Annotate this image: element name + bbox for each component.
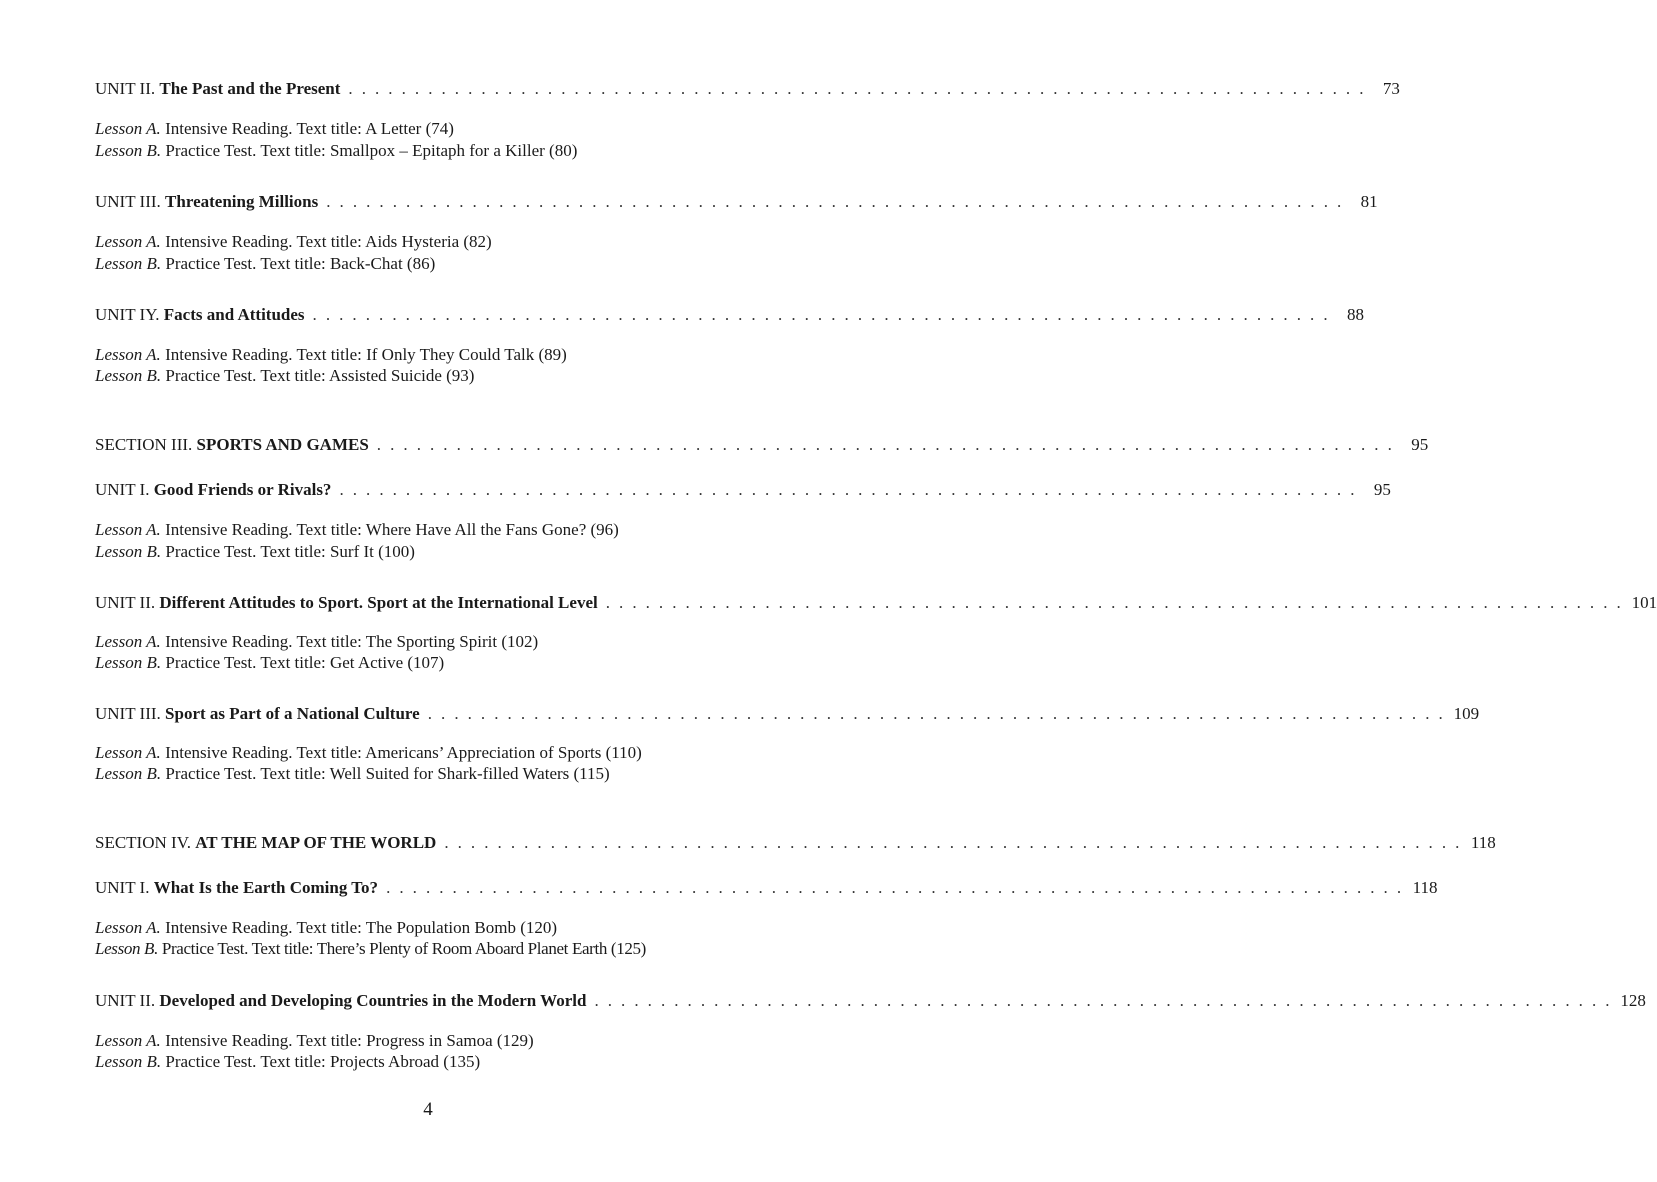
lesson-tag: Lesson A.: [95, 1031, 161, 1050]
lesson-text: Practice Test. Text title: There’s Plenty of Room Aboard Planet Earth (125): [161, 939, 646, 958]
entry-prefix: UNIT I.: [95, 878, 150, 897]
entry-page-number: 118: [1412, 878, 1438, 897]
entry-heading: [95, 305, 305, 325]
dot-leader: . . . . . . . . . . . . . . . . . . . . . . . . . . . . . . . . . . . . . . . . . . . . . . . . . . . . . . . . . . . . . . . . . . . . . . . . . . . . .: [326, 192, 1344, 211]
lesson-tag: Lesson A.: [95, 918, 161, 937]
entry-title: The Past and the Present: [159, 79, 341, 98]
dot-leader: . . . . . . . . . . . . . . . . . . . . . . . . . . . . . . . . . . . . . . . . . . . . . . . . . . . . . . . . . . . . . . . . . . . . . . . . . . . . .: [386, 878, 1404, 897]
lesson-tag: Lesson B.: [95, 939, 158, 958]
entry-page-number: 95: [1373, 480, 1391, 499]
lesson-text: Practice Test. Text title: Surf It (100): [165, 542, 415, 561]
lesson-tag: Lesson B.: [95, 653, 162, 672]
entry-page-number: 128: [1620, 991, 1646, 1010]
dot-leader: . . . . . . . . . . . . . . . . . . . . . . . . . . . . . . . . . . . . . . . . . . . . . . . . . . . . . . . . . . . . . . . . . . . . . . . . . . . . .: [605, 593, 1624, 612]
lesson-tag: Lesson A.: [95, 345, 161, 364]
lesson-tag: Lesson B.: [95, 764, 162, 783]
lesson-line: [95, 542, 775, 562]
lesson-line: [95, 366, 775, 386]
lesson-tag: Lesson B.: [95, 1052, 162, 1071]
entry-title: Developed and Developing Countries in the Modern World: [159, 991, 587, 1010]
lesson-line: [95, 254, 775, 274]
lesson-line: [95, 1052, 775, 1072]
lesson-line: [95, 232, 775, 252]
lesson-text: Intensive Reading. Text title: The Population Bomb (120): [165, 918, 558, 937]
lesson-tag: Lesson A.: [95, 119, 161, 138]
entry-page-number: 101: [1631, 593, 1657, 612]
entry-heading: [95, 480, 331, 500]
entry-heading: [95, 593, 598, 613]
entry-title: What Is the Earth Coming To?: [153, 878, 379, 897]
entry-page-number: 95: [1411, 435, 1429, 454]
toc-entry: [95, 480, 1391, 500]
dot-leader: . . . . . . . . . . . . . . . . . . . . . . . . . . . . . . . . . . . . . . . . . . . . . . . . . . . . . . . . . . . . . . . . . . . . . . . . . . . . .: [339, 480, 1357, 499]
lesson-text: Intensive Reading. Text title: A Letter (74): [165, 119, 454, 138]
lesson-line: [95, 939, 775, 959]
entry-page-number: 109: [1453, 704, 1480, 723]
lesson-tag: Lesson A.: [95, 232, 161, 251]
lesson-text: Practice Test. Text title: Assisted Suicide (93): [165, 366, 475, 385]
lesson-line: [95, 520, 775, 540]
lesson-text: Practice Test. Text title: Projects Abroad (135): [165, 1052, 481, 1071]
lesson-tag: Lesson A.: [95, 632, 161, 651]
entry-prefix: SECTION IV.: [95, 833, 192, 852]
lesson-line: [95, 119, 775, 139]
entry-title: AT THE MAP OF THE WORLD: [195, 833, 437, 852]
toc-entry: [95, 305, 1364, 325]
toc-entry: [95, 79, 1400, 99]
entry-heading: [95, 192, 318, 212]
dot-leader: . . . . . . . . . . . . . . . . . . . . . . . . . . . . . . . . . . . . . . . . . . . . . . . . . . . . . . . . . . . . . . . . . . . . . . . . . . . . .: [348, 79, 1366, 98]
toc-entry: [95, 991, 1646, 1011]
entry-title: SPORTS AND GAMES: [196, 435, 369, 454]
dot-leader: . . . . . . . . . . . . . . . . . . . . . . . . . . . . . . . . . . . . . . . . . . . . . . . . . . . . . . . . . . . . . . . . . . . . . . . . . . . . .: [594, 991, 1612, 1010]
lesson-tag: Lesson A.: [95, 743, 161, 762]
entry-page-number: 88: [1346, 305, 1364, 324]
entry-prefix: UNIT II.: [95, 991, 156, 1010]
lesson-text: Intensive Reading. Text title: Progress in Samoa (129): [165, 1031, 534, 1050]
entry-page-number: 118: [1470, 833, 1496, 852]
lesson-text: Practice Test. Text title: Back-Chat (86): [165, 254, 436, 273]
toc-entry: [95, 878, 1438, 898]
lesson-text: Intensive Reading. Text title: Aids Hysteria (82): [165, 232, 492, 251]
toc-entry: [95, 593, 1657, 613]
toc-section-entry: [95, 833, 1496, 853]
dot-leader: . . . . . . . . . . . . . . . . . . . . . . . . . . . . . . . . . . . . . . . . . . . . . . . . . . . . . . . . . . . . . . . . . . . . . . . . . . . . .: [376, 435, 1395, 454]
toc-entry: [95, 704, 1480, 724]
lesson-line: [95, 918, 775, 938]
entry-title: Different Attitudes to Sport. Sport at the International Level: [159, 593, 598, 612]
entry-title: Facts and Attitudes: [163, 305, 305, 324]
lesson-line: [95, 141, 775, 161]
toc-section-entry: [95, 435, 1429, 455]
lesson-tag: Lesson B.: [95, 366, 162, 385]
lesson-text: Intensive Reading. Text title: If Only They Could Talk (89): [165, 345, 567, 364]
entry-heading: [95, 878, 378, 898]
lesson-line: [95, 345, 775, 365]
entry-heading: [95, 704, 420, 724]
entry-page-number: 73: [1382, 79, 1400, 98]
entry-prefix: UNIT I.: [95, 480, 150, 499]
entry-heading: [95, 991, 586, 1011]
entry-prefix: UNIT III.: [95, 192, 161, 211]
lesson-line: [95, 632, 775, 652]
entry-title: Threatening Millions: [165, 192, 319, 211]
lesson-text: Practice Test. Text title: Smallpox – Epitaph for a Killer (80): [165, 141, 578, 160]
entry-page-number: 81: [1360, 192, 1378, 211]
entry-prefix: UNIT IY.: [95, 305, 160, 324]
entry-prefix: UNIT II.: [95, 593, 156, 612]
lesson-text: Practice Test. Text title: Well Suited for Shark-filled Waters (115): [165, 764, 610, 783]
dot-leader: . . . . . . . . . . . . . . . . . . . . . . . . . . . . . . . . . . . . . . . . . . . . . . . . . . . . . . . . . . . . . . . . . . . . . . . . . . . . .: [312, 305, 1330, 324]
lesson-tag: Lesson A.: [95, 520, 161, 539]
entry-title: Good Friends or Rivals?: [153, 480, 332, 499]
lesson-text: Intensive Reading. Text title: Americans’ Appreciation of Sports (110): [165, 743, 642, 762]
entry-heading: [95, 435, 369, 455]
lesson-line: [95, 653, 775, 673]
entry-heading: [95, 79, 340, 99]
lesson-line: [95, 1031, 775, 1051]
lesson-text: Practice Test. Text title: Get Active (107): [165, 653, 445, 672]
page-number: 4: [423, 1099, 433, 1120]
entry-heading: [95, 833, 436, 853]
dot-leader: . . . . . . . . . . . . . . . . . . . . . . . . . . . . . . . . . . . . . . . . . . . . . . . . . . . . . . . . . . . . . . . . . . . . . . . . . . . . .: [427, 704, 1446, 723]
lesson-text: Intensive Reading. Text title: The Sporting Spirit (102): [165, 632, 539, 651]
lesson-line: [95, 743, 775, 763]
lesson-tag: Lesson B.: [95, 141, 162, 160]
toc-entry: [95, 192, 1378, 212]
entry-title: Sport as Part of a National Culture: [165, 704, 420, 723]
dot-leader: . . . . . . . . . . . . . . . . . . . . . . . . . . . . . . . . . . . . . . . . . . . . . . . . . . . . . . . . . . . . . . . . . . . . . . . . . . . . .: [444, 833, 1462, 852]
entry-prefix: UNIT III.: [95, 704, 161, 723]
lesson-tag: Lesson B.: [95, 542, 162, 561]
entry-prefix: SECTION III.: [95, 435, 193, 454]
lesson-text: Intensive Reading. Text title: Where Have All the Fans Gone? (96): [165, 520, 619, 539]
lesson-line: [95, 764, 775, 784]
entry-prefix: UNIT II.: [95, 79, 156, 98]
lesson-tag: Lesson B.: [95, 254, 162, 273]
